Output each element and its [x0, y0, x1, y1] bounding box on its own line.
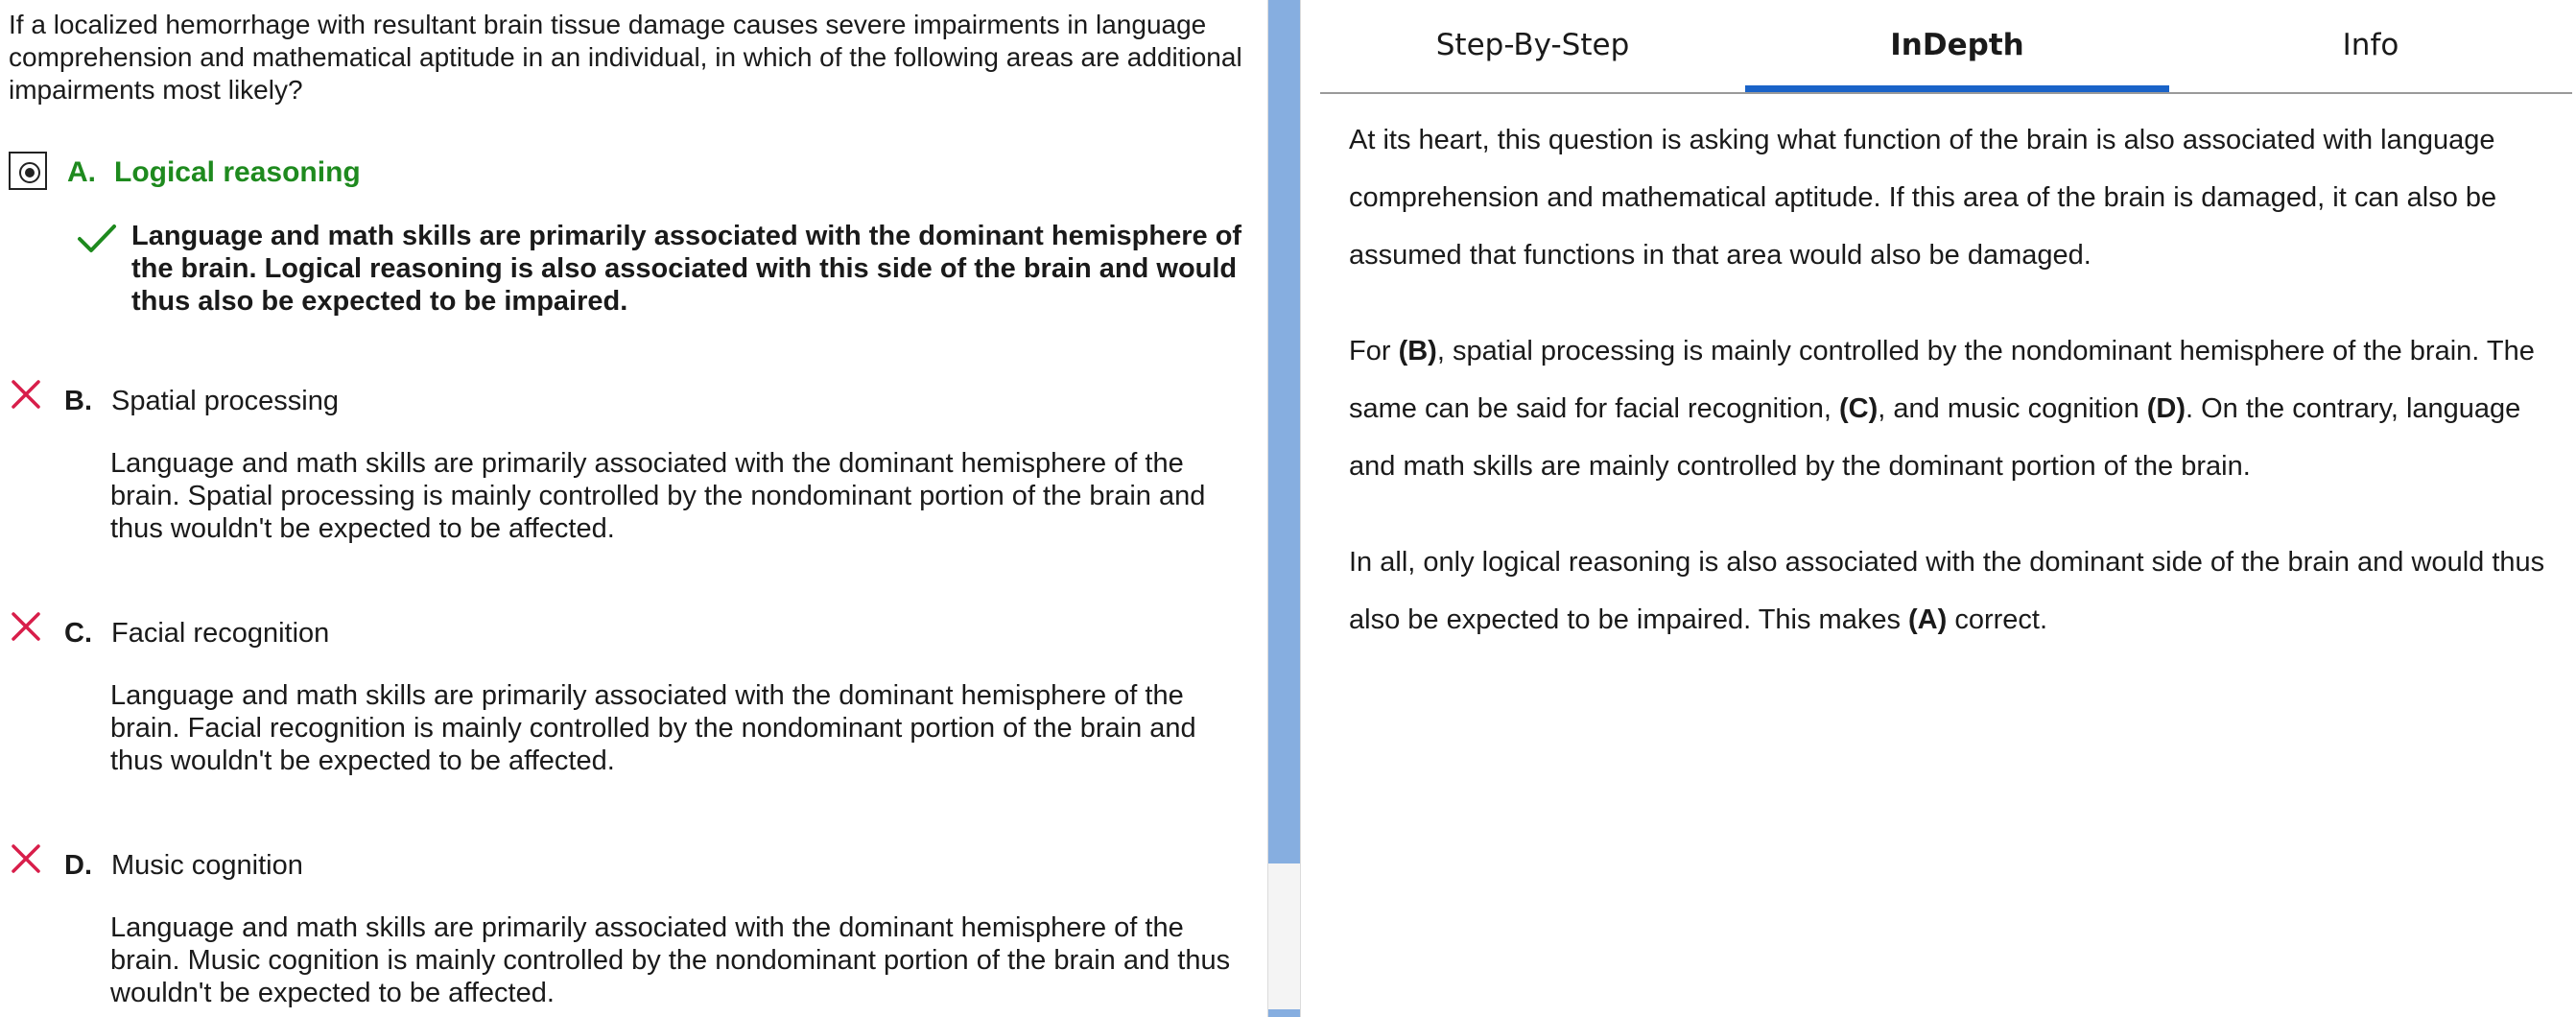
choice-b-letter: B. [64, 386, 92, 416]
radio-dot [25, 168, 35, 177]
text-run: correct. [1947, 604, 2048, 635]
explanation-pane [1319, 0, 2576, 1017]
active-tab-indicator [1745, 85, 2169, 92]
text-run: . On the contrary, language and math skills are mainly controlled by the dominant portion of the brain. [1349, 393, 2521, 482]
choice-d-explanation: Language and math skills are primarily associated with the dominant hemisphere of the brain. Music cognition is mainly controlled by the nondominant portion of the brain and thus wouldn't be expected to be affected. [110, 912, 1231, 1008]
choice-b-explanation: Language and math skills are primarily associated with the dominant hemisphere of the brain. Spatial processing is mainly controlled by the nondominant portion of the brain and thus wouldn't be expected to be affected. [110, 448, 1206, 544]
text-run: In all, only logical reasoning is also associated with the dominant side of the brain and would thus also be expected to be impaired. This makes [1349, 547, 2545, 635]
indepth-paragraph-3 [1349, 533, 2558, 649]
choice-ref-d: (D) [2146, 393, 2186, 424]
choice-c-label: Facial recognition [111, 618, 330, 649]
answer-choice-a[interactable] [9, 152, 1256, 194]
tab-indepth[interactable]: InDepth [1890, 28, 2024, 62]
indepth-paragraph-2 [1349, 322, 2558, 495]
indepth-content [1349, 111, 2558, 687]
checkmark-icon [77, 223, 117, 255]
choice-ref-b: (B) [1398, 336, 1437, 367]
x-mark-icon [12, 844, 40, 873]
choice-d-label: Music cognition [111, 850, 303, 881]
tab-step-by-step[interactable]: Step-By-Step [1435, 28, 1630, 62]
choice-c-explanation: Language and math skills are primarily associated with the dominant hemisphere of the brain. Facial recognition is mainly controlled by the nondominant portion of the brain and thus wouldn't be expected to be affected. [110, 680, 1196, 776]
scrollbar-thumb[interactable] [1268, 0, 1300, 863]
x-mark-icon [12, 380, 40, 409]
choice-c-letter: C. [64, 618, 92, 649]
scrollbar-thumb-lower[interactable] [1268, 1009, 1300, 1017]
explanation-tabs [1320, 0, 2572, 94]
choice-a-explanation: Language and math skills are primarily associated with the dominant hemisphere of the brain. Logical reasoning is also associated with this side of the brain and would thus also be expected to be impaired. [131, 221, 1242, 317]
choice-a-letter: A. [67, 156, 96, 188]
choice-a-label: Logical reasoning [114, 156, 361, 188]
text-run: , spatial processing is mainly controlled by the nondominant hemisphere of the brain. The same can be said for facial recognition, [1349, 336, 2535, 424]
text-run: , and music cognition [1878, 393, 2147, 424]
choice-ref-a: (A) [1908, 604, 1948, 635]
tab-info[interactable]: Info [2342, 28, 2399, 62]
scrollbar[interactable] [1267, 0, 1301, 1017]
question-pane [0, 0, 1266, 1017]
x-mark-icon [12, 612, 40, 641]
choice-b-label: Spatial processing [111, 386, 339, 416]
indepth-paragraph-1: At its heart, this question is asking what function of the brain is also associated with language comprehension and mathematical aptitude. If this area of the brain is damaged, it can also be assumed that functions in that area would also be damaged. [1349, 125, 2497, 271]
choice-d-letter: D. [64, 850, 92, 881]
text-run: For [1349, 336, 1399, 367]
choice-ref-c: (C) [1839, 393, 1879, 424]
radio-selected-icon[interactable] [9, 152, 47, 190]
radio-ring [19, 162, 40, 183]
question-text: If a localized hemorrhage with resultant brain tissue damage causes severe impairments in language comprehension and mathematical aptitude in an individual, in which of the following areas are additional impairments most likely? [9, 10, 1242, 105]
